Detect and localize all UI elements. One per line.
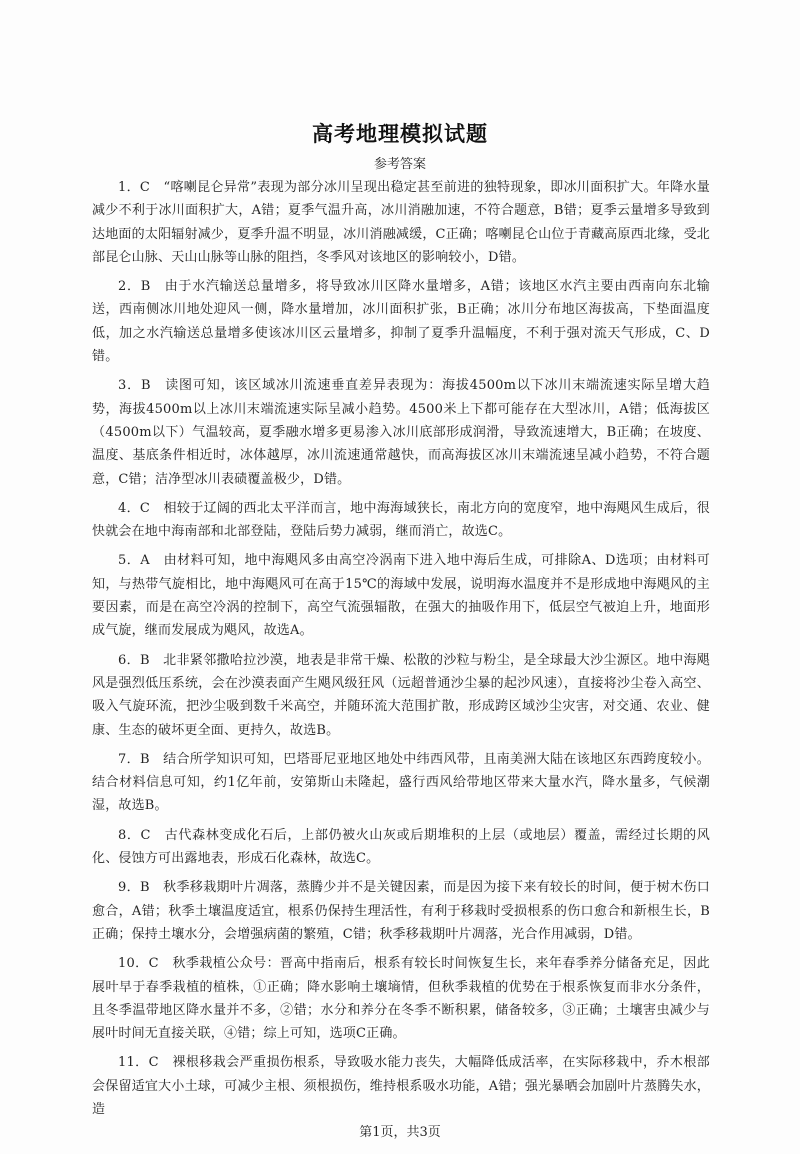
page-number-footer: 第1页，共3页 — [359, 1125, 441, 1140]
answer-item-1: 1．C “喀喇昆仑异常”表现为部分冰川呈现出稳定甚至前进的独特现象，即冰川面积扩大。年降水量减少不利于冰川面积扩大，A错；夏季气温升高，冰川消融加速，不符合题意，B错；夏季云量增多导致到达地面的太阳辐射减少，夏季升温不明显，冰川消融减缓，C正确；喀喇昆仑山位于青藏高原西北缘，受北部昆仑山脉、天山山脉等山脉的阻挡，冬季风对该地区的影响较小，D错。 — [92, 180, 710, 265]
answer-item-7: 7．B 结合所学知识可知，巴塔哥尼亚地区地处中纬西风带，且南美洲大陆在该地区东西跨度较小。结合材料信息可知，约1亿年前，安第斯山未隆起，盛行西风给带地区带来大量水汽，降水量多，气候潮湿，故选B。 — [92, 751, 710, 814]
answer-item-10: 10．C 秋季栽植公众号：晋高中指南后，根系有较长时间恢复生长，来年春季养分储备充足，因此展叶早于春季栽植的植株，①正确；降水影响土壤墒情，但秋季栽植的优势在于根系恢复而非水分条件，且冬季温带地区降水量并不多，②错；水分和养分在冬季不断积累，储备较多，③正确；土壤害虫减少与展叶时间无直接关联，④错；综上可知，选项C正确。 — [92, 956, 710, 1042]
answer-item-2: 2．B 由于水汽输送总量增多，将导致冰川区降水量增多，A错；该地区水汽主要由西南向东北输送，西南侧冰川地处迎风一侧，降水量增加，冰川面积扩张，B正确；冰川分布地区海拔高，下垫面温度低，加之水汽输送总量增多使该冰川区云量增多，抑制了夏季升温幅度，不利于强对流天气形成，C、D错。 — [92, 279, 710, 365]
answer-item-11: 11．C 裸根移栽会严重损伤根系，导致吸水能力丧失，大幅降低成活率，在实际移栽中，乔木根部会保留适宜大小土球，可减少主根、须根损伤，维持根系吸水功能，A错；强光暴晒会加剧叶片蒸腾失水，造 — [92, 1055, 710, 1117]
answer-item-3: 3．B 读图可知，该区域冰川流速垂直差异表现为：海拔4500m以下冰川末端流速实际呈增大趋势，海拔4500m以上冰川末端流速实际呈减小趋势。4500米上下都可能存在大型冰川，A错；低海拔区（4500m以下）气温较高，夏季融水增多更易渗入冰川底部形成润滑，导致流速增大，B正确；在坡度、温度、基底条件相近时，冰体越厚，冰川流速通常越快，而高海拔区冰川末端流速呈减小趋势，不符合题意，C错；洁净型冰川表碛覆盖极少，D错。 — [92, 378, 710, 487]
answer-item-4: 4．C 相较于辽阔的西北太平洋而言，地中海海域狭长，南北方向的宽度窄，地中海飓风生成后，很快就会在地中海南部和北部登陆，登陆后势力减弱，继而消亡，故选C。 — [92, 500, 710, 540]
document-subtitle: 参考答案 — [373, 157, 426, 172]
answer-item-9: 9．B 秋季移栽期叶片凋落，蒸腾少并不是关键因素，而是因为接下来有较长的时间，便于树木伤口愈合，A错；秋季土壤温度适宜，根系仍保持生理活性，有利于移栽时受损根系的伤口愈合和新根生长，B正确；保持土壤水分，会增强病菌的繁殖，C错；秋季移栽期叶片凋落，光合作用减弱，D错。 — [92, 880, 710, 942]
answer-item-8: 8．C 古代森林变成化石后，上部仍被火山灰或后期堆积的上层（或地层）覆盖，需经过长期的风化、侵蚀方可出露地表，形成石化森林，故选C。 — [92, 827, 710, 867]
document-title: 高考地理模拟试题 — [312, 122, 488, 146]
answer-item-6: 6．B 北非紧邻撒哈拉沙漠，地表是非常干燥、松散的沙粒与粉尘，是全球最大沙尘源区。地中海飓风是强烈低压系统，会在沙漠表面产生飓风级狂风（远超普通沙尘暴的起沙风速），直接将沙尘卷入高空、吸入气旋环流，把沙尘吸到数千米高空，并随环流大范围扩散，形成跨区域沙尘灾害，对交通、农业、健康、生态的破坏更全面、更持久，故选B。 — [92, 652, 710, 738]
answer-item-5: 5．A 由材料可知，地中海飓风多由高空冷涡南下进入地中海后生成，可排除A、D选项；由材料可知，与热带气旋相比，地中海飓风可在高于15℃的海域中发展，说明海水温度并不是形成地中海飓风的主要因素，而是在高空冷涡的控制下，高空气流强辐散，在强大的抽吸作用下，低层空气被迫上升，地面形成气旋，继而发展成为飓风，故选A。 — [92, 553, 710, 639]
answer-list — [92, 176, 710, 1127]
